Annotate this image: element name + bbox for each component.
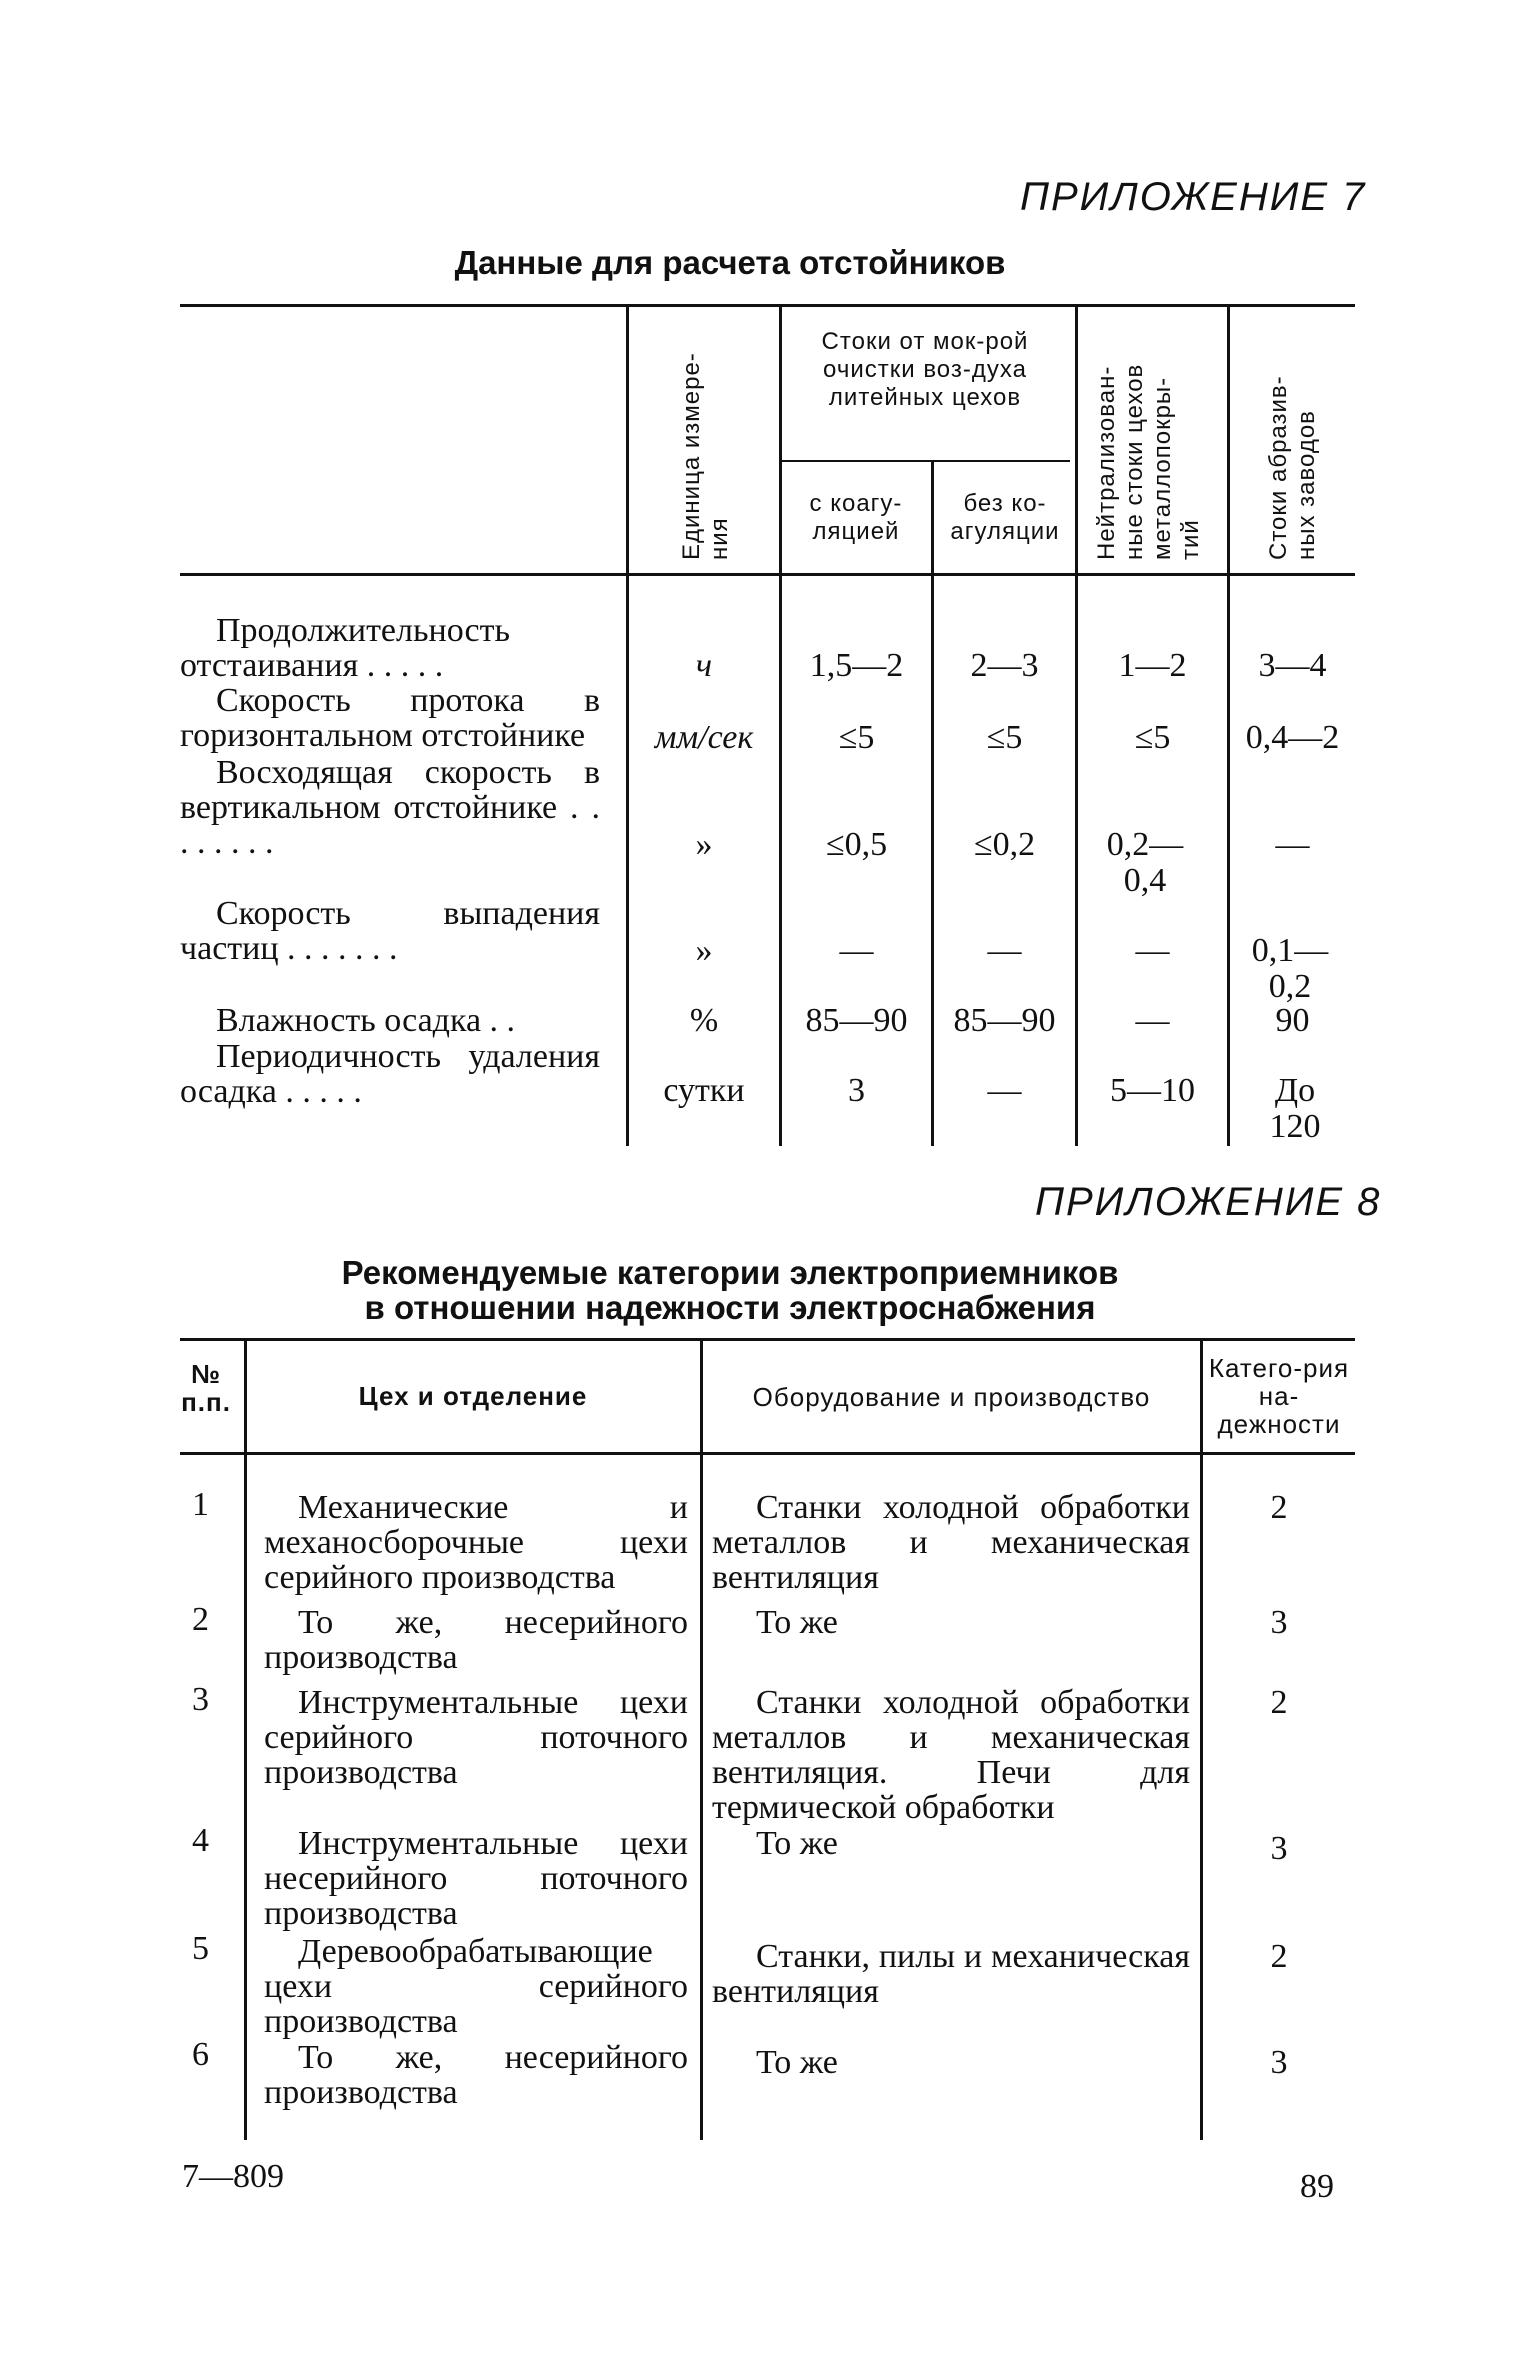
row-equipment: То же bbox=[756, 1604, 838, 1641]
table-cell: 1,5—2 bbox=[809, 647, 904, 684]
table-row-unit: % bbox=[689, 1002, 719, 1039]
table-cell: 0,1— 0,2 bbox=[1251, 932, 1329, 1005]
appendix-8-title-line2: в отношении надежности электроснабжения bbox=[364, 1289, 1096, 1326]
header-unit: Единица измере- ния bbox=[678, 352, 733, 560]
row-number: 6 bbox=[192, 2036, 209, 2073]
row-shop: Деревообрабатывающие цехи серийного производства bbox=[264, 1933, 688, 2040]
header-abrasive: Стоки абразив- ных заводов bbox=[1265, 375, 1320, 560]
table-row-unit: » bbox=[695, 932, 713, 969]
table-cell: ≤5 bbox=[986, 719, 1023, 756]
col-rule-3 bbox=[1200, 1340, 1203, 2140]
table-row-param: Скорость выпадения частиц . . . . . . . bbox=[180, 895, 600, 967]
header-with-coagulation: с коагу-ляцией bbox=[809, 490, 903, 545]
table-top-rule bbox=[180, 304, 1355, 307]
table-cell: 0,4—2 bbox=[1245, 719, 1340, 756]
row-category: 2 bbox=[1270, 1489, 1288, 1526]
table-cell: 90 bbox=[1275, 1002, 1310, 1039]
row-shop: Инструментальные цехи несерийного поточного производства bbox=[264, 1825, 688, 1932]
row-category: 3 bbox=[1270, 1830, 1288, 1867]
col-rule-1 bbox=[244, 1340, 247, 2140]
page-number: 89 bbox=[1300, 2168, 1334, 2205]
row-equipment: Станки холодной обработки металлов и механическая вентиляция bbox=[712, 1489, 1190, 1596]
row-equipment: То же bbox=[756, 1825, 838, 1862]
table-cell: ≤0,2 bbox=[973, 826, 1036, 863]
header-shop: Цех и отделение bbox=[358, 1381, 588, 1411]
table-row-unit: » bbox=[695, 826, 713, 863]
table-cell: 3 bbox=[848, 1072, 865, 1109]
table-row-param: Влажность осадка . . bbox=[216, 1002, 516, 1039]
header-equipment: Оборудование и производство bbox=[752, 1382, 1151, 1412]
table-cell: 85—90 bbox=[953, 1002, 1056, 1039]
table-row-param: Периодичность удаления осадка . . . . . bbox=[180, 1038, 600, 1110]
table-cell: ≤5 bbox=[838, 719, 875, 756]
row-equipment: Станки, пилы и механическая вентиляция bbox=[712, 1938, 1190, 2010]
table-row-param: Восходящая скорость в вертикальном отстойнике . . . . . . . . bbox=[180, 754, 600, 861]
header-bottom-rule bbox=[180, 1452, 1355, 1455]
appendix-8-title-line1: Рекомендуемые категории электроприемников bbox=[341, 1254, 1119, 1291]
table-cell: 0,2— 0,4 bbox=[1106, 826, 1184, 899]
table-cell: — bbox=[1135, 1002, 1170, 1039]
appendix-7-title: Данные для расчета отстойников bbox=[454, 244, 1006, 281]
appendix-7-label: ПРИЛОЖЕНИЕ 7 bbox=[1020, 175, 1367, 219]
table-row-unit: мм/сек bbox=[654, 719, 754, 756]
table-cell: — bbox=[1135, 932, 1170, 969]
header-category: Катего-рия на-дежности bbox=[1208, 1353, 1350, 1439]
table-cell: 85—90 bbox=[805, 1002, 908, 1039]
header-neutralized: Нейтрализован- ные стоки цехов металлопокры- тий bbox=[1093, 363, 1204, 560]
group-divider-rule bbox=[780, 460, 1070, 462]
table-cell: — bbox=[839, 932, 874, 969]
table-cell: До 120 bbox=[1269, 1072, 1321, 1145]
table-row-unit: сутки bbox=[663, 1072, 745, 1109]
row-number: 5 bbox=[192, 1930, 209, 1967]
table-cell: 1—2 bbox=[1118, 647, 1187, 684]
row-number: 4 bbox=[192, 1822, 209, 1859]
header-without-coagulation: без ко-агуляции bbox=[950, 490, 1060, 545]
table-cell: 3—4 bbox=[1258, 647, 1327, 684]
table-row-param: Скорость протока в горизонтальном отстойнике bbox=[180, 682, 600, 754]
table-cell: — bbox=[987, 932, 1022, 969]
row-number: 2 bbox=[192, 1601, 209, 1638]
table-cell: 5—10 bbox=[1110, 1072, 1195, 1109]
header-bottom-rule bbox=[180, 573, 1355, 576]
row-category: 3 bbox=[1270, 1604, 1288, 1641]
row-shop: Механические и механосборочные цехи серийного производства bbox=[264, 1489, 688, 1596]
row-shop: То же, несерийного производства bbox=[264, 1604, 688, 1676]
row-number: 3 bbox=[192, 1681, 209, 1718]
header-wet-group: Стоки от мок-рой очистки воз-духа литейных цехов bbox=[821, 328, 1029, 411]
table-top-rule bbox=[180, 1338, 1355, 1341]
table-cell: ≤5 bbox=[1134, 719, 1171, 756]
row-category: 2 bbox=[1270, 1684, 1288, 1721]
table-row-unit: ч bbox=[695, 647, 713, 684]
appendix-8-label: ПРИЛОЖЕНИЕ 8 bbox=[1035, 1180, 1382, 1224]
footer-signature: 7—809 bbox=[182, 2158, 284, 2195]
row-shop: То же, несерийного производства bbox=[264, 2039, 688, 2111]
row-shop: Инструментальные цехи серийного поточного производства bbox=[264, 1684, 688, 1791]
table-row-param: Продолжительность отстаивания . . . . . bbox=[180, 612, 510, 684]
row-category: 2 bbox=[1270, 1938, 1288, 1975]
table-cell: — bbox=[1275, 826, 1310, 863]
row-equipment: Станки холодной обработки металлов и механическая вентиляция. Печи для термической обработки bbox=[712, 1684, 1190, 1826]
row-number: 1 bbox=[192, 1486, 209, 1523]
col-rule-2 bbox=[700, 1340, 703, 2140]
table-cell: — bbox=[987, 1072, 1022, 1109]
table-cell: ≤0,5 bbox=[825, 826, 888, 863]
table-cell: 2—3 bbox=[970, 647, 1039, 684]
row-equipment: То же bbox=[756, 2044, 838, 2081]
row-category: 3 bbox=[1270, 2044, 1288, 2081]
header-number: № п.п. bbox=[181, 1359, 231, 1417]
col-rule-3 bbox=[931, 462, 934, 1146]
